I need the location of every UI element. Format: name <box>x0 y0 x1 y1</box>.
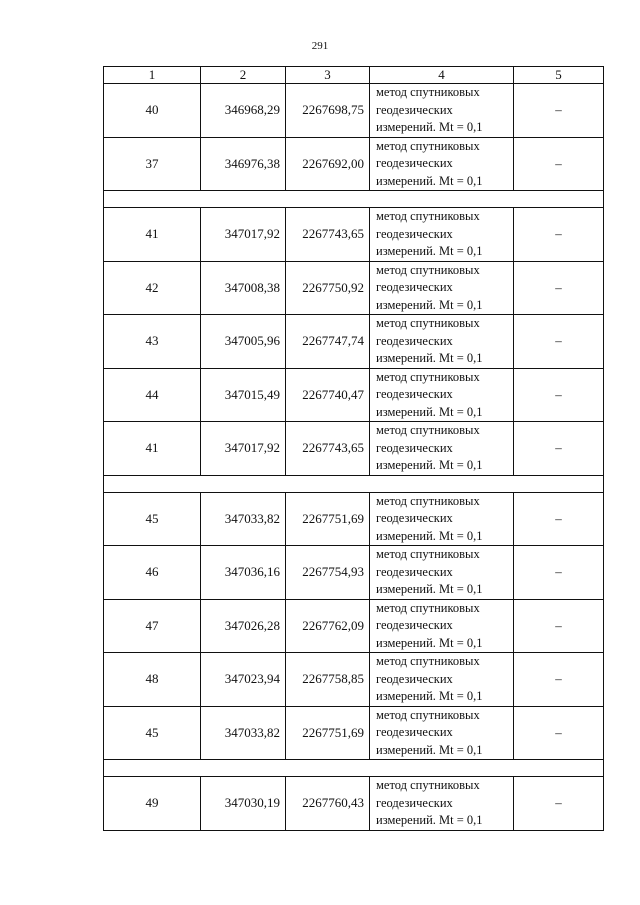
note-cell: – <box>514 706 604 760</box>
x-coordinate-cell: 347030,19 <box>201 777 286 831</box>
method-cell <box>370 368 514 422</box>
table-row <box>104 492 604 546</box>
y-coordinate-cell: 2267758,85 <box>286 653 370 707</box>
method-line: измерений. Mt = 0,1 <box>376 635 483 650</box>
x-coordinate-cell: 346968,29 <box>201 84 286 138</box>
method-cell <box>370 599 514 653</box>
method-line: геодезических <box>376 511 453 525</box>
note-cell: – <box>514 777 604 831</box>
table-row <box>104 137 604 191</box>
x-coordinate-cell: 347015,49 <box>201 368 286 422</box>
method-line: измерений. Mt = 0,1 <box>376 813 483 827</box>
table-body <box>104 84 604 831</box>
method-line: измерений. Mt = 0,1 <box>376 689 483 703</box>
point-number-cell: 48 <box>104 653 201 707</box>
header-cell-point: 1 <box>104 67 201 84</box>
method-line: измерений. Mt = 0,1 <box>376 244 483 258</box>
header-row <box>104 67 604 84</box>
method-line: измерений. Mt = 0,1 <box>376 120 483 134</box>
page-number: 291 <box>311 40 329 52</box>
point-number-cell: 40 <box>104 84 201 138</box>
point-number-cell: 41 <box>104 208 201 262</box>
method-line: метод спутниковых <box>376 423 480 437</box>
table-row <box>104 599 604 653</box>
spacer-cell <box>104 475 604 492</box>
spacer-row <box>104 191 604 208</box>
note-cell: – <box>514 422 604 476</box>
header-cell-note: 5 <box>514 67 604 84</box>
method-cell <box>370 315 514 369</box>
method-line: геодезических <box>376 387 453 401</box>
note-cell: – <box>514 653 604 707</box>
spacer-row <box>104 475 604 492</box>
method-line: геодезических <box>376 795 453 810</box>
method-line: геодезических <box>376 618 453 632</box>
method-line: геодезических <box>376 226 453 241</box>
method-line: геодезических <box>376 564 453 579</box>
point-number-cell: 47 <box>104 599 201 653</box>
coordinates-table <box>103 66 604 831</box>
method-line: метод спутниковых <box>376 600 480 615</box>
note-cell: – <box>514 315 604 369</box>
x-coordinate-cell: 347033,82 <box>201 492 286 546</box>
header-cell-method: 4 <box>370 67 514 84</box>
point-number-cell: 41 <box>104 422 201 476</box>
method-cell <box>370 422 514 476</box>
x-coordinate-cell: 347026,28 <box>201 599 286 653</box>
method-line: метод спутниковых <box>376 778 480 792</box>
method-line: метод спутниковых <box>376 138 480 153</box>
method-line: метод спутниковых <box>376 707 480 722</box>
table-row <box>104 261 604 315</box>
method-line: измерений. Mt = 0,1 <box>376 351 483 365</box>
table-row <box>104 546 604 600</box>
y-coordinate-cell: 2267754,93 <box>286 546 370 600</box>
x-coordinate-cell: 347036,16 <box>201 546 286 600</box>
method-cell <box>370 777 514 831</box>
method-cell <box>370 261 514 315</box>
table-row <box>104 84 604 138</box>
method-cell <box>370 546 514 600</box>
x-coordinate-cell: 347033,82 <box>201 706 286 760</box>
x-coordinate-cell: 346976,38 <box>201 137 286 191</box>
y-coordinate-cell: 2267760,43 <box>286 777 370 831</box>
spacer-cell <box>104 191 604 208</box>
note-cell: – <box>514 546 604 600</box>
method-line: измерений. Mt = 0,1 <box>376 173 483 188</box>
y-coordinate-cell: 2267692,00 <box>286 137 370 191</box>
y-coordinate-cell: 2267740,47 <box>286 368 370 422</box>
method-line: метод спутниковых <box>376 262 480 277</box>
point-number-cell: 37 <box>104 137 201 191</box>
method-line: метод спутниковых <box>376 654 480 668</box>
table-row <box>104 208 604 262</box>
y-coordinate-cell: 2267743,65 <box>286 422 370 476</box>
note-cell: – <box>514 261 604 315</box>
point-number-cell: 42 <box>104 261 201 315</box>
method-line: измерений. Mt = 0,1 <box>376 528 483 543</box>
method-line: измерений. Mt = 0,1 <box>376 742 483 757</box>
method-line: метод спутниковых <box>376 493 480 508</box>
method-cell <box>370 84 514 138</box>
method-line: измерений. Mt = 0,1 <box>376 582 483 596</box>
method-cell <box>370 137 514 191</box>
y-coordinate-cell: 2267698,75 <box>286 84 370 138</box>
method-line: геодезических <box>376 102 453 117</box>
table-row <box>104 315 604 369</box>
x-coordinate-cell: 347023,94 <box>201 653 286 707</box>
point-number-cell: 44 <box>104 368 201 422</box>
point-number-cell: 49 <box>104 777 201 831</box>
method-cell <box>370 492 514 546</box>
y-coordinate-cell: 2267762,09 <box>286 599 370 653</box>
method-line: геодезических <box>376 671 453 686</box>
method-line: измерений. Mt = 0,1 <box>376 297 483 312</box>
method-line: метод спутниковых <box>376 85 480 99</box>
x-coordinate-cell: 347008,38 <box>201 261 286 315</box>
method-line: геодезических <box>376 333 453 348</box>
point-number-cell: 45 <box>104 492 201 546</box>
y-coordinate-cell: 2267747,74 <box>286 315 370 369</box>
method-line: метод спутниковых <box>376 369 480 384</box>
method-cell <box>370 653 514 707</box>
x-coordinate-cell: 347017,92 <box>201 208 286 262</box>
y-coordinate-cell: 2267751,69 <box>286 706 370 760</box>
note-cell: – <box>514 492 604 546</box>
point-number-cell: 46 <box>104 546 201 600</box>
spacer-row <box>104 760 604 777</box>
point-number-cell: 45 <box>104 706 201 760</box>
x-coordinate-cell: 347005,96 <box>201 315 286 369</box>
table-row <box>104 368 604 422</box>
note-cell: – <box>514 137 604 191</box>
method-cell <box>370 706 514 760</box>
table-row <box>104 653 604 707</box>
header-cell-x: 2 <box>201 67 286 84</box>
note-cell: – <box>514 599 604 653</box>
y-coordinate-cell: 2267751,69 <box>286 492 370 546</box>
method-line: метод спутниковых <box>376 316 480 330</box>
method-line: геодезических <box>376 725 453 739</box>
method-line: метод спутниковых <box>376 547 480 561</box>
method-line: измерений. Mt = 0,1 <box>376 458 483 472</box>
table-row <box>104 777 604 831</box>
method-line: измерений. Mt = 0,1 <box>376 404 483 419</box>
method-line: геодезических <box>376 280 453 294</box>
note-cell: – <box>514 208 604 262</box>
point-number-cell: 43 <box>104 315 201 369</box>
note-cell: – <box>514 368 604 422</box>
x-coordinate-cell: 347017,92 <box>201 422 286 476</box>
method-line: геодезических <box>376 156 453 170</box>
table-row <box>104 422 604 476</box>
note-cell: – <box>514 84 604 138</box>
y-coordinate-cell: 2267750,92 <box>286 261 370 315</box>
spacer-cell <box>104 760 604 777</box>
table-row <box>104 706 604 760</box>
method-line: геодезических <box>376 440 453 455</box>
method-cell <box>370 208 514 262</box>
y-coordinate-cell: 2267743,65 <box>286 208 370 262</box>
header-cell-y: 3 <box>286 67 370 84</box>
method-line: метод спутниковых <box>376 209 480 223</box>
